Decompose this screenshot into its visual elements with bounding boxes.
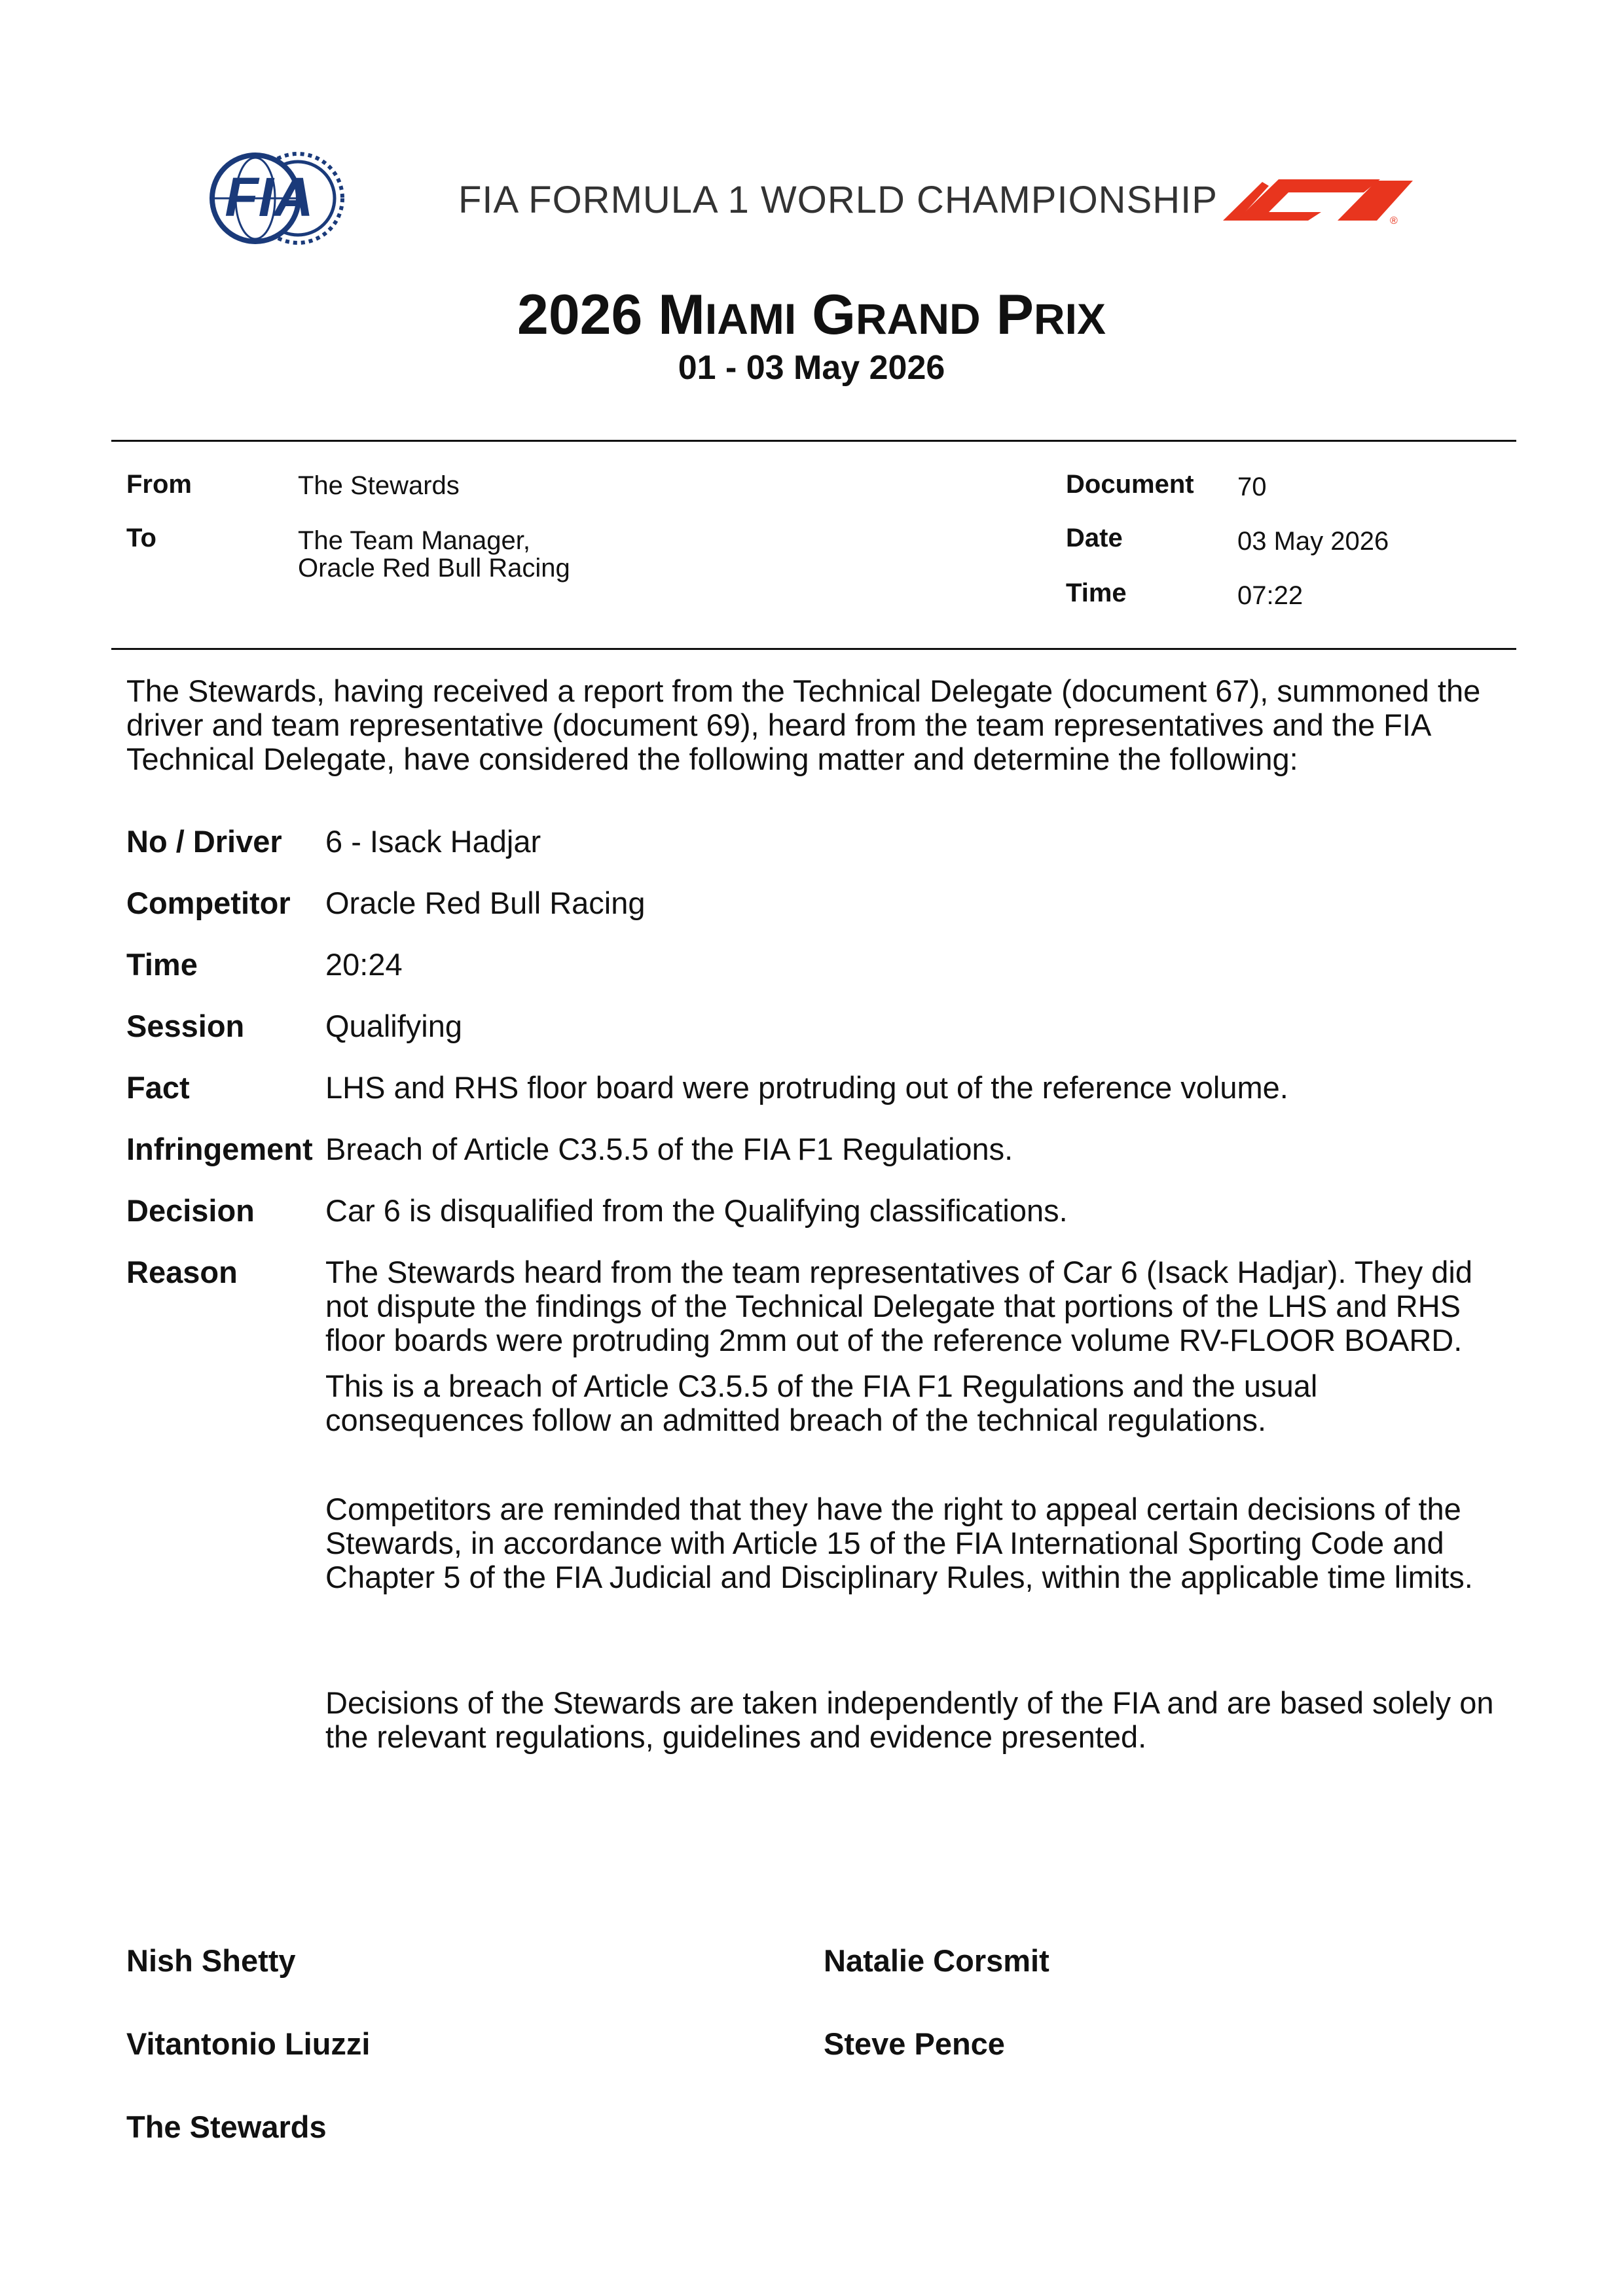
from-value: The Stewards: [298, 471, 460, 500]
steward-name: Vitantonio Liuzzi: [126, 2026, 371, 2061]
decision-label: Decision: [126, 1193, 255, 1228]
time-value: 07:22: [1237, 581, 1304, 610]
date-value: 03 May 2026: [1237, 527, 1389, 556]
f1-logo: [1223, 171, 1419, 225]
infringement-value: Breach of Article C3.5.5 of the FIA F1 Regulations.: [325, 1132, 1013, 1166]
event-word: MIAMI: [658, 283, 797, 346]
event-year: 2026: [517, 283, 643, 346]
fact-label: Fact: [126, 1070, 190, 1105]
divider: [111, 648, 1516, 650]
fia-logo: [206, 149, 347, 247]
signoff: The Stewards: [126, 2109, 327, 2144]
to-label: To: [126, 524, 156, 552]
steward-name: Nish Shetty: [126, 1943, 296, 1978]
event-dates: 01 - 03 May 2026: [678, 349, 945, 387]
reason-value: The Stewards heard from the team representatives of Car 6 (Isack Hadjar). They did not dispute the findings of the Technical Delegate that portions of the LHS and RHS floor boards were protruding 2mm out of the reference volume RV-FLOOR BOARD.: [325, 1255, 1472, 1357]
time-label: Time: [1066, 579, 1127, 607]
event-word: PRIX: [996, 283, 1106, 346]
from-label: From: [126, 470, 192, 499]
competitor-value: Oracle Red Bull Racing: [325, 886, 646, 920]
to-value-line1: The Team Manager,: [298, 526, 531, 555]
independence-paragraph: Decisions of the Stewards are taken independently of the FIA and are based solely on the relevant regulations, guidelines and evidence presented.: [325, 1685, 1494, 1754]
session-label: Session: [126, 1009, 245, 1043]
incident-time-value: 20:24: [325, 947, 403, 982]
decision-value: Car 6 is disqualified from the Qualifying classifications.: [325, 1193, 1068, 1228]
infringement-label: Infringement: [126, 1132, 313, 1166]
breach-paragraph: This is a breach of Article C3.5.5 of the FIA F1 Regulations and the usual consequences follow an admitted breach of the technical regulations.: [325, 1369, 1318, 1437]
reason-label: Reason: [126, 1255, 238, 1289]
incident-time-label: Time: [126, 947, 198, 982]
date-label: Date: [1066, 524, 1123, 552]
divider: [111, 440, 1516, 442]
fact-value: LHS and RHS floor board were protruding out of the reference volume.: [325, 1070, 1288, 1105]
driver-label: No / Driver: [126, 824, 282, 859]
document-label: Document: [1066, 470, 1194, 499]
fia-logo-text: FIA: [225, 166, 314, 228]
to-value-line2: Oracle Red Bull Racing: [298, 554, 570, 583]
event-title: [0, 283, 1623, 348]
championship-title: FIA FORMULA 1 WORLD CHAMPIONSHIP: [458, 179, 1218, 221]
svg-text:®: ®: [1390, 215, 1398, 225]
driver-value: 6 - Isack Hadjar: [325, 824, 541, 859]
steward-name: Steve Pence: [824, 2026, 1005, 2061]
appeal-paragraph: Competitors are reminded that they have the right to appeal certain decisions of the Stewards, in accordance with Article 15 of the FIA International Sporting Code and Chapter 5 of the FIA Judicial and Disciplinary Rules, within the applicable time limits.: [325, 1492, 1473, 1594]
event-word: GRAND: [812, 283, 981, 346]
competitor-label: Competitor: [126, 886, 291, 920]
session-value: Qualifying: [325, 1009, 462, 1043]
steward-name: Natalie Corsmit: [824, 1943, 1049, 1978]
document-value: 70: [1237, 473, 1267, 501]
intro-paragraph: The Stewards, having received a report from the Technical Delegate (document 67), summoned the driver and team representative (document 69), heard from the team representatives and the FIA Technical Delegate, have considered the following matter and determine the following:: [126, 673, 1481, 776]
